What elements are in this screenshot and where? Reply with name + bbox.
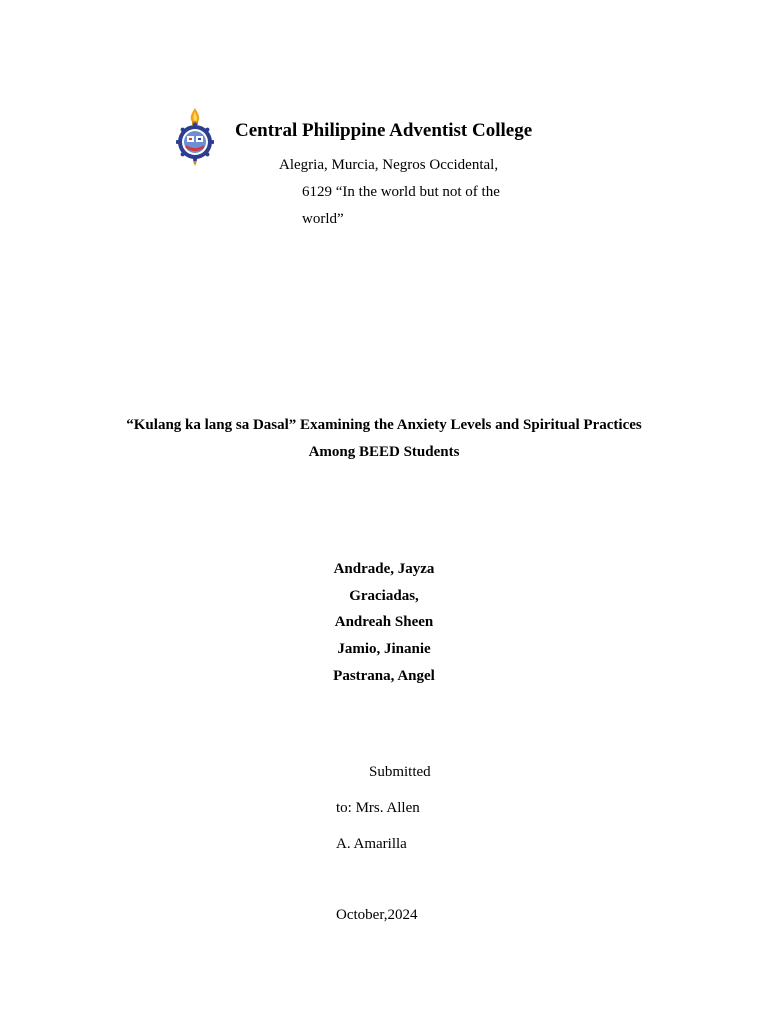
author-name: Andreah Sheen bbox=[334, 614, 434, 631]
college-name: Central Philippine Adventist College bbox=[235, 120, 533, 141]
submitted-to-line: to: Mrs. Allen bbox=[336, 800, 420, 816]
author-name: Graciadas, bbox=[349, 587, 419, 604]
author-name: Pastrana, Angel bbox=[333, 667, 435, 684]
thesis-title-line-1: “Kulang ka lang sa Dasal” Examining the Anxiety Levels and Spiritual Practices bbox=[126, 417, 642, 433]
author-name: Andrade, Jayza bbox=[333, 561, 435, 577]
address-line-3: world” bbox=[302, 211, 344, 227]
author-list bbox=[0, 556, 768, 689]
address-line-2: 6129 “In the world but not of the bbox=[302, 184, 500, 200]
thesis-title-line-2: Among BEED Students bbox=[308, 444, 460, 460]
submission-date: October,2024 bbox=[336, 907, 418, 923]
address-line-1: Alegria, Murcia, Negros Occidental, bbox=[279, 157, 499, 173]
college-seal-icon bbox=[176, 106, 214, 166]
submitted-label: Submitted bbox=[369, 764, 431, 780]
author-name: Jamio, Jinanie bbox=[337, 641, 431, 658]
adviser-name: A. Amarilla bbox=[336, 836, 407, 852]
